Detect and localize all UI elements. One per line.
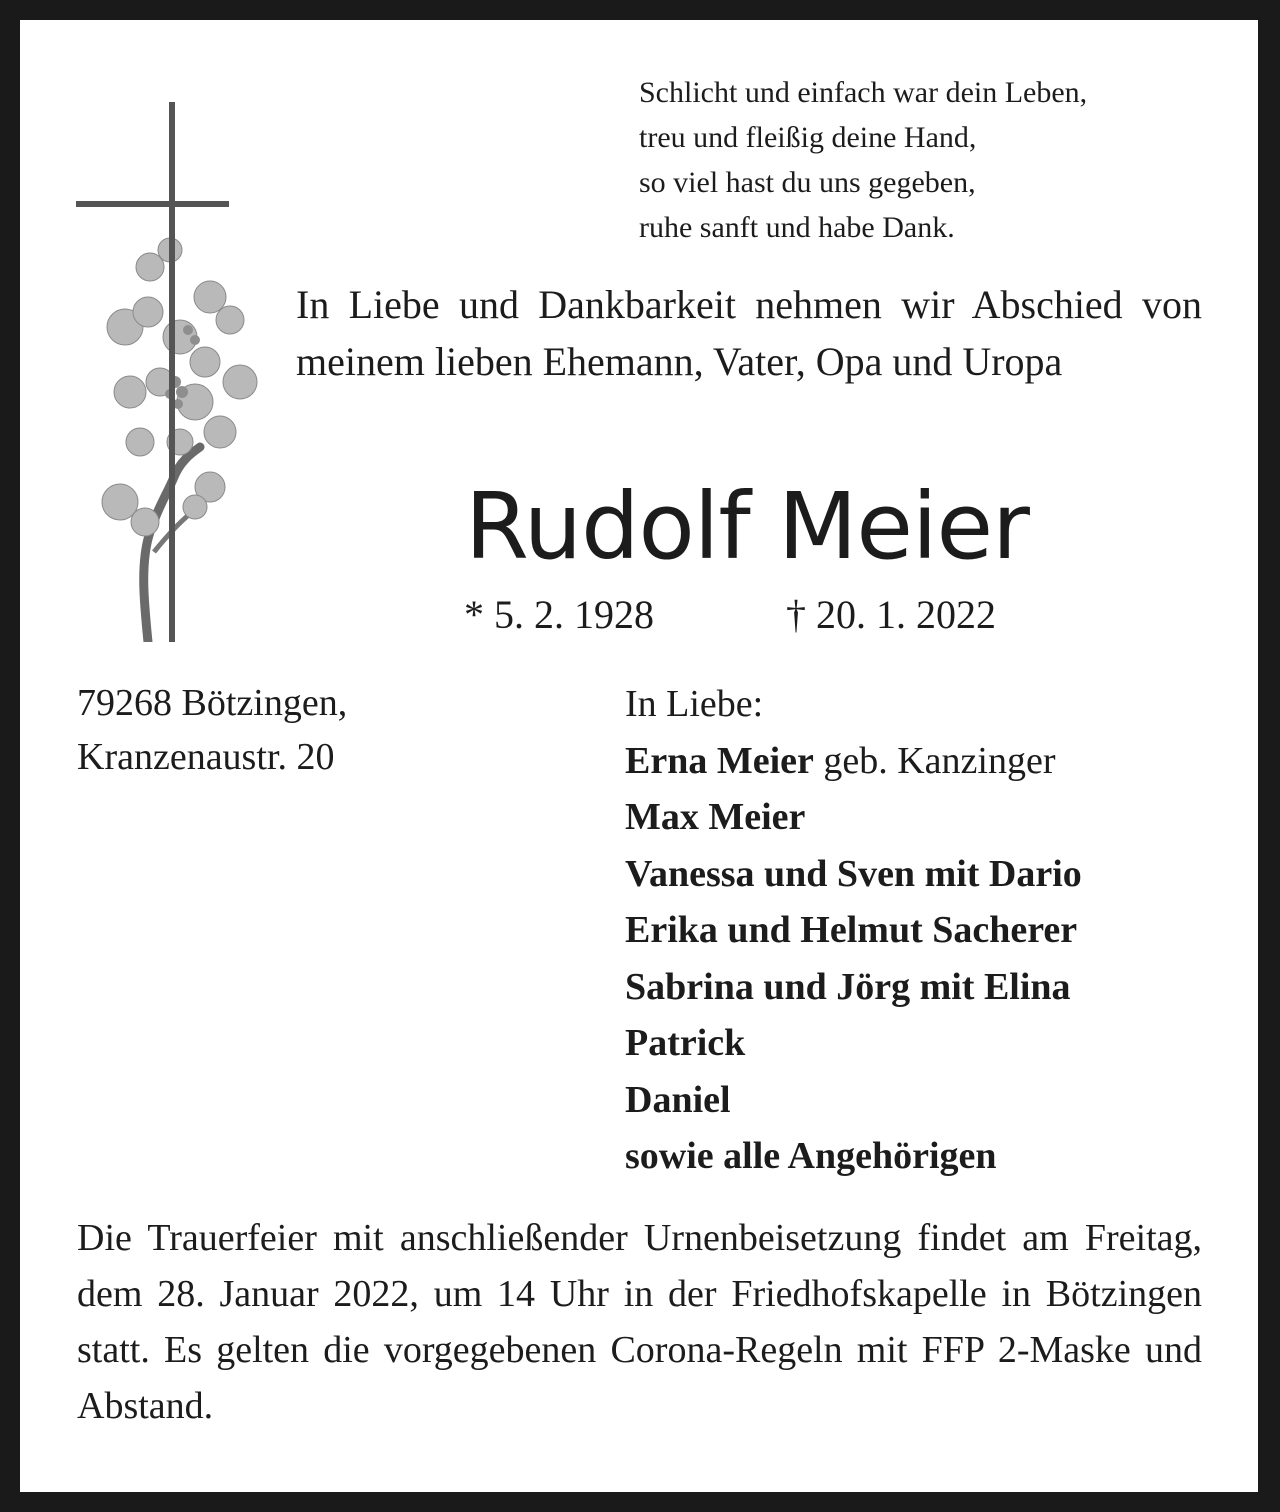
family-member: Patrick bbox=[625, 1022, 746, 1064]
family-member: sowie alle Angehörigen bbox=[625, 1135, 997, 1177]
funeral-details: Die Trauerfeier mit anschließender Urnenbeisetzung findet am Freitag, dem 28. Januar 2022, um 14 Uhr in der Friedhofskapelle in Bötzingen statt. Es gelten die vorgegebenen Corona-Regeln mit FFP 2-Maske und Abstand. bbox=[77, 1217, 1202, 1427]
address-line-1: 79268 Bötzingen, bbox=[77, 682, 348, 724]
poem-line: treu und fleißig deine Hand, bbox=[639, 121, 977, 154]
life-dates bbox=[464, 590, 996, 640]
address-line-2: Kranzenaustr. 20 bbox=[77, 736, 335, 778]
family-member: Vanessa und Sven mit Dario bbox=[625, 852, 1082, 895]
birth-date: * 5. 2. 1928 bbox=[464, 592, 654, 637]
family-heading: In Liebe: bbox=[625, 683, 764, 725]
spouse-name: Erna Meier bbox=[625, 739, 814, 782]
family-member: Daniel bbox=[625, 1078, 731, 1121]
poem-verse bbox=[639, 70, 1239, 250]
family-spouse bbox=[625, 733, 1245, 790]
poem-line: so viel hast du uns gegeben, bbox=[639, 166, 976, 199]
cross-with-vine-icon bbox=[70, 82, 270, 642]
poem-line: Schlicht und einfach war dein Leben, bbox=[639, 76, 1088, 109]
family-member: Erika und Helmut Sacherer bbox=[625, 909, 1078, 951]
address-block bbox=[77, 676, 527, 784]
spouse-suffix: geb. Kanzinger bbox=[813, 739, 1056, 782]
family-member: Sabrina und Jörg mit Elina bbox=[625, 965, 1071, 1008]
poem-line: ruhe sanft und habe Dank. bbox=[639, 211, 955, 244]
obituary-notice bbox=[20, 20, 1258, 1492]
family-member: Max Meier bbox=[625, 796, 806, 838]
family-list bbox=[625, 676, 1245, 1185]
death-date: † 20. 1. 2022 bbox=[786, 592, 996, 637]
deceased-name: Rudolf Meier bbox=[465, 473, 1029, 580]
intro-text: In Liebe und Dankbarkeit nehmen wir Abschied von meinem lieben Ehemann, Vater, Opa und Uropa bbox=[296, 282, 1202, 384]
